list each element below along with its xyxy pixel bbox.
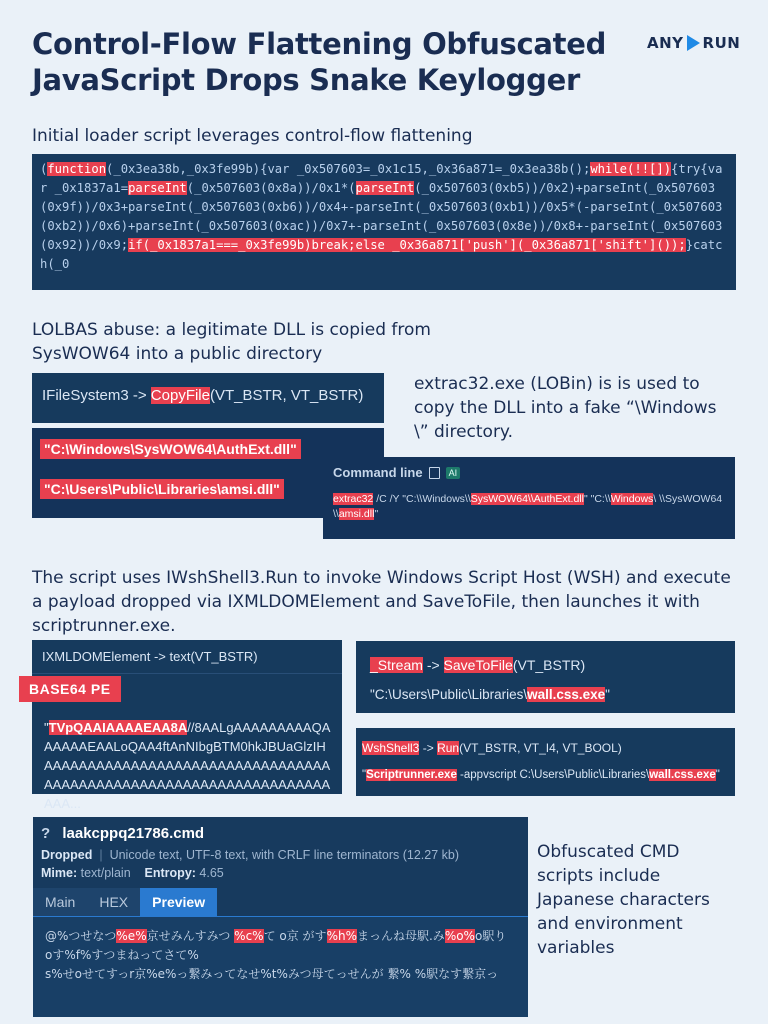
code-highlight: if(_0x1837a1===_0x3fe99b)break;else _0x36a871['push'](_0x36a871['shift']()); bbox=[128, 238, 686, 252]
scriptrunner-file: wall.css.exe bbox=[649, 769, 716, 781]
code-segment: }catch(_0 bbox=[40, 238, 723, 271]
fs-args: (VT_BSTR, VT_BSTR) bbox=[209, 387, 364, 404]
copyfile-method: CopyFile bbox=[150, 387, 210, 404]
savetofile-method: SaveToFile bbox=[443, 657, 513, 673]
command-line-text bbox=[333, 492, 725, 522]
code-highlight: function bbox=[47, 162, 107, 176]
preview-content bbox=[33, 916, 528, 1017]
unknown-file-icon: ? bbox=[41, 825, 51, 842]
extrac32-note: extrac32.exe (LOBin) is is used to copy the DLL into a fake “\Windows \” directory. bbox=[414, 374, 717, 442]
copy-icon[interactable] bbox=[429, 467, 440, 479]
save-path-end: " bbox=[605, 687, 610, 702]
dropped-label: Dropped bbox=[41, 848, 93, 862]
save-path-prefix: "C:\Users\Public\Libraries\ bbox=[370, 687, 528, 702]
source-path: "C:\Windows\SysWOW64\AuthExt.dll" bbox=[40, 439, 301, 459]
code-segment: ( bbox=[40, 162, 48, 176]
section3-label: The script uses IWshShell3.Run to invoke Windows Script Host (WSH) and execute a payload dropped via IXMLDOMElement and SaveToFile, then launches it with scriptrunner.exe. bbox=[32, 568, 731, 636]
base64-text: "TVpQAAIAAAAEAA8A//8AALgAAAAAAAAAQAAAAAAEAALoQAA4ftAnNIbgBTM0hkJBUaGlzIHAAAAAAAAAAAAAAAAAAAAAAAAAAAAAAAAAAAAAAAAAAAAAAAAAAAAAAAAAAAAAAAAAAAAA... bbox=[44, 720, 331, 811]
loader-code-block bbox=[32, 154, 736, 290]
cmd-scripts-note: Obfuscated CMD scripts include Japanese characters and environment variables bbox=[537, 842, 710, 958]
ixmldom-head: IXMLDOMElement -> text(VT_BSTR) bbox=[32, 640, 342, 674]
savetofile-args: (VT_BSTR) bbox=[512, 657, 586, 673]
logo-text-right: RUN bbox=[702, 34, 741, 52]
mime-value: text/plain bbox=[80, 866, 131, 880]
filesystem-call-box bbox=[32, 373, 384, 423]
cmd-highlight: extrac32 bbox=[333, 493, 374, 505]
section1-label: Initial loader script leverages control-flow flattening bbox=[32, 126, 473, 146]
preview-segment: て o京 がす bbox=[263, 929, 327, 943]
run-method: Run bbox=[437, 741, 460, 755]
base64-rest: //8AALgAAAAAAAAAQAAAAAAEAALoQAA4ftAnNIbgBTM0hkJBUaGlzIHAAAAAAAAAAAAAAAAAAAAAAAAAAAAAAAAAAAAAAAAAAAAAAAAAAAAAAAAAAAAAAAAAAAAA... bbox=[44, 720, 331, 811]
preview-segment: oす%f%すつまねってさて% bbox=[45, 948, 199, 962]
scriptrunner-end: " bbox=[715, 769, 720, 781]
tab-hex[interactable]: HEX bbox=[87, 888, 140, 916]
base64-highlight: TVpQAAIAAAAEAA8A bbox=[48, 720, 188, 735]
code-segment: {try{var _0x1837a1= bbox=[40, 162, 723, 195]
preview-segment: 京せみんすみつ bbox=[146, 929, 235, 943]
preview-line bbox=[45, 927, 516, 946]
cmd-segment: " "C:\\ bbox=[583, 493, 611, 505]
cmd-highlight: amsi.dll bbox=[338, 508, 375, 520]
code-segment: (_0x507603(0xb5))/0x2)+parseInt(_0x507603(0x9f))/0x3+parseInt(_0x507603(0xb6))/0x4+-parseInt(_0x507603(0xb1))/0x5*(-parseInt(_0x507603(0xb2))/0x6)+parseInt(_0x507603(0xac))/0x7+-parseInt(_0x507603(0x8e))/0x8+-parseInt(_0x507603(0x92))/0x9; bbox=[40, 181, 723, 252]
ai-badge[interactable]: AI bbox=[446, 467, 461, 479]
preview-highlight: %e% bbox=[116, 929, 147, 943]
savetofile-panel bbox=[356, 641, 735, 713]
preview-line bbox=[45, 965, 516, 984]
preview-highlight: %c% bbox=[234, 929, 264, 943]
wshshell-panel: WshShell3 -> Run(VT_BSTR, VT_I4, VT_BOOL) "Scriptrunner.exe -appvscript C:\Users\Public\Libraries\wall.css.exe" bbox=[356, 728, 735, 796]
stream-arrow: -> bbox=[426, 657, 440, 673]
code-highlight: parseInt bbox=[128, 181, 187, 195]
preview-highlight: %o% bbox=[444, 929, 475, 943]
section2-label: LOLBAS abuse: a legitimate DLL is copied from SysWOW64 into a public directory bbox=[32, 320, 431, 364]
preview-segment: s%せoせてすっr京%e%っ繋みってなせ%t%みつ母てっせんが 繋% %駅なす繋京っ bbox=[45, 967, 499, 981]
scriptrunner-exe: Scriptrunner.exe bbox=[366, 769, 457, 781]
preview-segment: @%つせなつ bbox=[45, 929, 117, 943]
tab-main[interactable]: Main bbox=[33, 888, 87, 916]
save-path-file: wall.css.exe bbox=[527, 687, 606, 702]
cmd-segment: \ \\SysWOW64\\ bbox=[333, 493, 723, 520]
cmd-segment: " bbox=[374, 508, 379, 520]
preview-line bbox=[45, 946, 516, 965]
ixmldom-panel bbox=[32, 640, 342, 811]
file-tabs bbox=[33, 888, 528, 916]
mime-label: Mime: bbox=[41, 866, 78, 880]
tab-preview[interactable]: Preview bbox=[140, 888, 217, 916]
code-segment: (_0x3ea38b,_0x3fe99b){var _0x507603=_0x1c15,_0x36a871=_0x3ea38b(); bbox=[106, 162, 591, 176]
wshshell-label: WshShell3 bbox=[362, 741, 420, 755]
fs-prefix: IFileSystem3 -> bbox=[42, 387, 147, 404]
cmd-segment: /C /Y "C:\\Windows\\ bbox=[373, 493, 471, 505]
wshshell-arrow: -> bbox=[422, 741, 434, 755]
code-highlight: parseInt bbox=[355, 181, 415, 195]
command-line-panel bbox=[323, 457, 735, 539]
file-name[interactable]: laakcppq21786.cmd bbox=[62, 825, 205, 842]
dropped-description: Unicode text, UTF-8 text, with CRLF line terminators (12.27 kb) bbox=[109, 848, 459, 862]
command-line-title: Command line bbox=[333, 465, 423, 480]
dropped-file-panel: ? laakcppq21786.cmd Dropped | Unicode text, UTF-8 text, with CRLF line terminators (12.27 kb) Mime: text/plain Entropy: 4.65 Main HEX Preview @%つせなつ%e%京せみんすみつ %c%て o京 がす%h%まっんね母駅.み%o%o駅り oす%f%すつまねってさて% s%せoせてすっr京%e%っ繋みってなせ%t%みつ母てっせんが 繋% %駅なす繋京っ bbox=[33, 817, 528, 992]
page-title: Control-Flow Flattening Obfuscated JavaScript Drops Snake Keylogger bbox=[32, 27, 607, 97]
preview-segment: o駅り bbox=[474, 929, 507, 943]
cmd-highlight: Windows bbox=[610, 493, 654, 505]
play-icon bbox=[687, 35, 700, 51]
entropy-value: 4.65 bbox=[199, 866, 224, 880]
preview-segment: まっんね母駅.み bbox=[356, 929, 445, 943]
stream-label: _Stream bbox=[370, 657, 423, 673]
cmd-highlight: SysWOW64\\AuthExt.dll bbox=[470, 493, 584, 505]
logo-text-left: ANY bbox=[647, 34, 684, 52]
code-segment: (_0x507603(0x8a))/0x1*( bbox=[186, 181, 356, 195]
destination-path: "C:\Users\Public\Libraries\amsi.dll" bbox=[40, 479, 284, 499]
entropy-label: Entropy: bbox=[144, 866, 196, 880]
scriptrunner-args: -appvscript C:\Users\Public\Libraries\ bbox=[456, 769, 650, 781]
code-highlight: while(!![]) bbox=[590, 162, 672, 176]
preview-highlight: %h% bbox=[326, 929, 357, 943]
anyrun-logo bbox=[647, 34, 740, 52]
base64-pe-badge: BASE64 PE bbox=[19, 676, 121, 702]
run-args: (VT_BSTR, VT_I4, VT_BOOL) bbox=[459, 741, 622, 755]
